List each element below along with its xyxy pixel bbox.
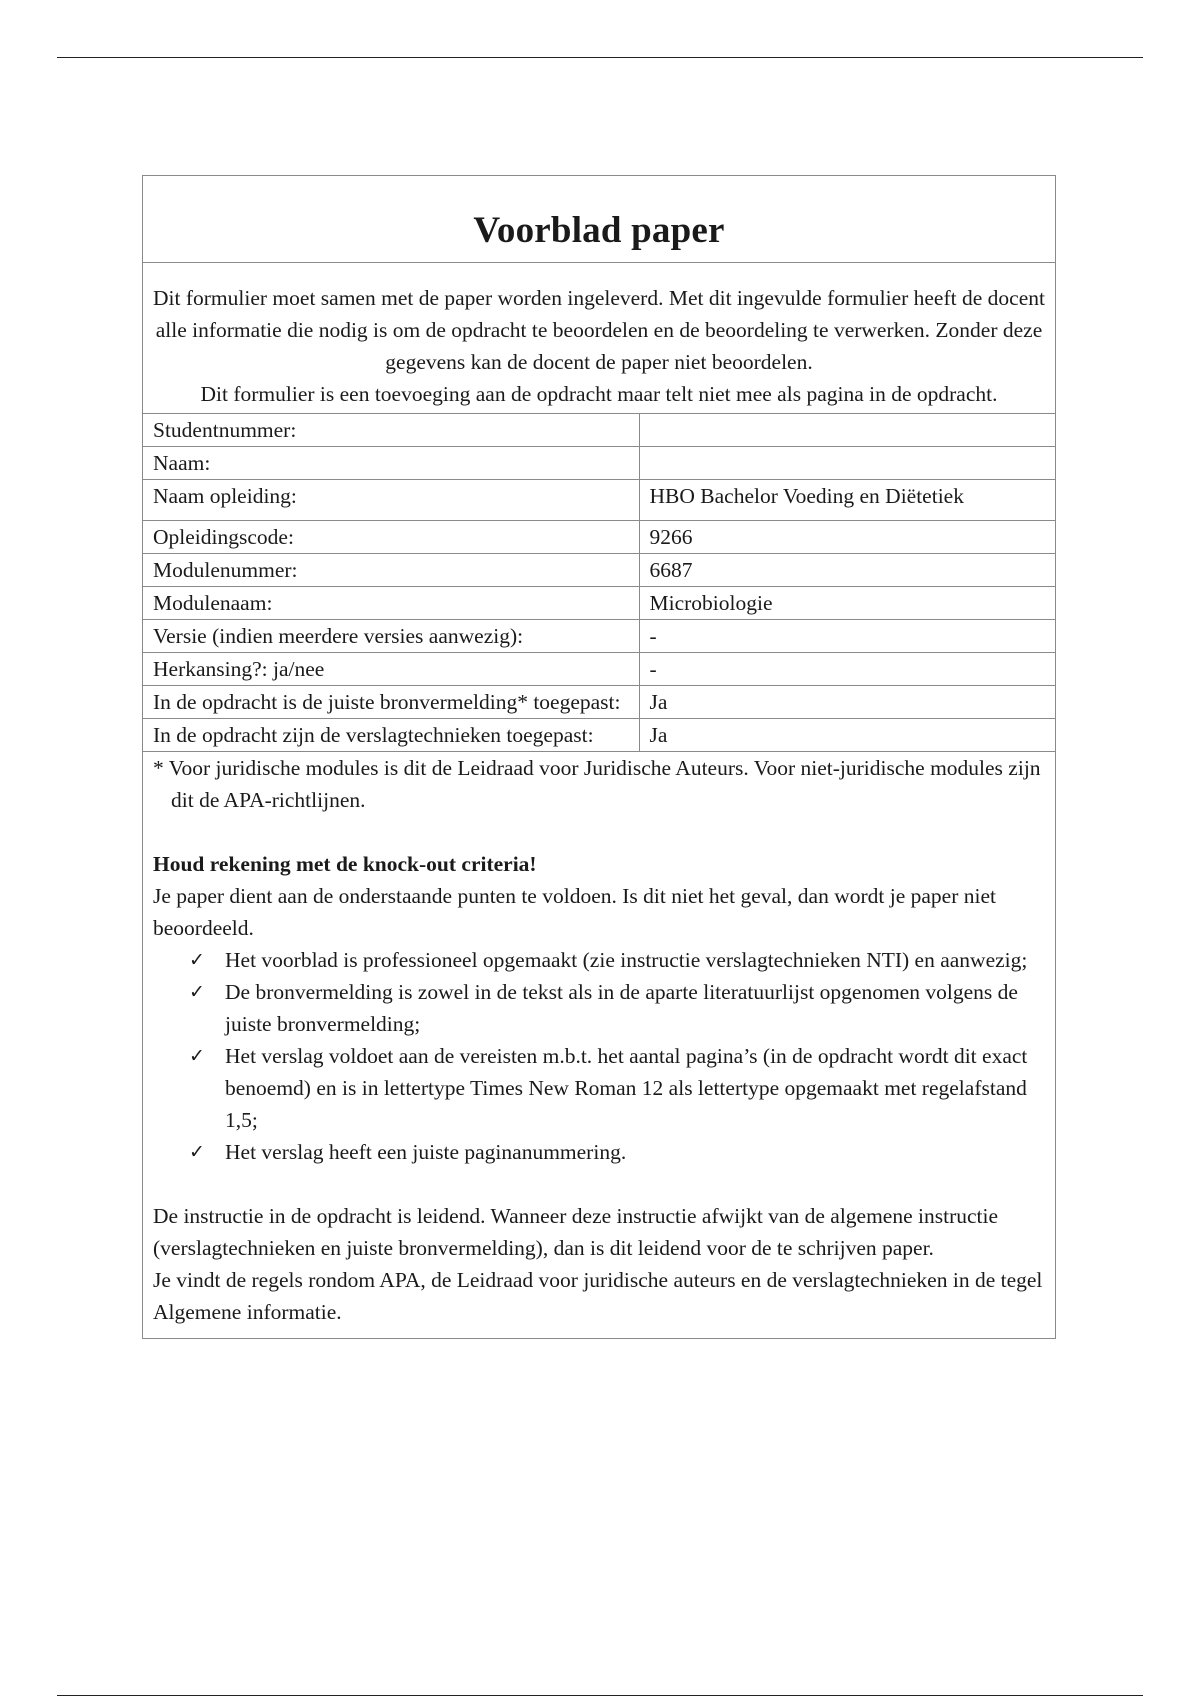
cover-form [142, 175, 1056, 1339]
intro-paragraph-1: Dit formulier moet samen met de paper worden ingeleverd. Met dit ingevulde formulier heeft de docent alle informatie die nodig is om de opdracht te beoordelen en de beoordeling te verwerken. Zonder deze gegevens kan de docent de paper niet beoordelen. [153, 286, 1045, 374]
notes-section [143, 752, 1055, 1338]
checkmark-icon: ✓ [189, 949, 205, 971]
checkmark-icon: ✓ [189, 1045, 205, 1067]
field-label: In de opdracht zijn de verslagtechnieken toegepast: [143, 719, 639, 752]
list-item-text: De bronvermelding is zowel in de tekst als in de aparte literatuurlijst opgenomen volgens de juiste bronvermelding; [225, 980, 1018, 1036]
field-value: Microbiologie [639, 587, 1055, 620]
list-item-text: Het voorblad is professioneel opgemaakt (zie instructie verslagtechnieken NTI) en aanwezig; [225, 948, 1028, 972]
field-label: Opleidingscode: [143, 521, 639, 554]
checkmark-icon: ✓ [189, 1141, 205, 1163]
criteria-intro: Je paper dient aan de onderstaande punten te voldoen. Is dit niet het geval, dan wordt je paper niet beoordeeld. [153, 884, 996, 940]
spacer [153, 816, 1045, 848]
field-value [639, 414, 1055, 447]
field-row-herkansing [143, 653, 1055, 686]
field-row-modulenaam [143, 587, 1055, 620]
field-value: 6687 [639, 554, 1055, 587]
intro-paragraph-2: Dit formulier is een toevoeging aan de opdracht maar telt niet mee als pagina in de opdracht. [200, 382, 998, 406]
field-value [639, 447, 1055, 480]
header-rule [57, 57, 1143, 58]
field-label: Naam opleiding: [143, 480, 639, 521]
intro-text [143, 263, 1055, 414]
field-row-versie [143, 620, 1055, 653]
field-value: - [639, 653, 1055, 686]
field-row-naam [143, 447, 1055, 480]
field-value: Ja [639, 719, 1055, 752]
list-item [189, 944, 1045, 976]
criteria-list [153, 944, 1045, 1168]
fields-table [143, 414, 1055, 752]
field-row-verslagtechnieken [143, 719, 1055, 752]
field-row-bronvermelding [143, 686, 1055, 719]
field-label: Naam: [143, 447, 639, 480]
list-item [189, 976, 1045, 1040]
field-label: Versie (indien meerdere versies aanwezig): [143, 620, 639, 653]
field-value: HBO Bachelor Voeding en Diëtetiek [639, 480, 1055, 521]
field-label: Modulenaam: [143, 587, 639, 620]
field-label: Herkansing?: ja/nee [143, 653, 639, 686]
list-item [189, 1136, 1045, 1168]
closing-paragraph-1: De instructie in de opdracht is leidend. Wanneer deze instructie afwijkt van de algemene instructie (verslagtechnieken en juiste bronvermelding), dan is dit leidend voor de te schrijven paper. [153, 1204, 999, 1260]
field-value: 9266 [639, 521, 1055, 554]
footer-rule [57, 1695, 1143, 1696]
field-row-naam-opleiding [143, 480, 1055, 521]
field-value: - [639, 620, 1055, 653]
list-item-text: Het verslag voldoet aan de vereisten m.b.t. het aantal pagina’s (in de opdracht wordt dit exact benoemd) en is in lettertype Times New Roman 12 als lettertype opgemaakt met regelafstand 1,5; [225, 1044, 1028, 1132]
field-row-opleidingscode [143, 521, 1055, 554]
closing-paragraph-2: Je vindt de regels rondom APA, de Leidraad voor juridische auteurs en de verslagtechnieken in de tegel Algemene informatie. [153, 1268, 1043, 1324]
field-row-studentnummer [143, 414, 1055, 447]
field-label: Studentnummer: [143, 414, 639, 447]
list-item-text: Het verslag heeft een juiste paginanummering. [225, 1140, 627, 1164]
footnote: * Voor juridische modules is dit de Leidraad voor Juridische Auteurs. Voor niet-juridische modules zijn dit de APA-richtlijnen. [153, 756, 1041, 812]
list-item [189, 1040, 1045, 1136]
title-cell [143, 176, 1055, 263]
criteria-heading: Houd rekening met de knock-out criteria! [153, 852, 537, 876]
field-label: In de opdracht is de juiste bronvermelding* toegepast: [143, 686, 639, 719]
checkmark-icon: ✓ [189, 981, 205, 1003]
field-row-modulenummer [143, 554, 1055, 587]
field-label: Modulenummer: [143, 554, 639, 587]
page-title: Voorblad paper [473, 210, 725, 251]
field-value: Ja [639, 686, 1055, 719]
spacer [153, 1168, 1045, 1200]
